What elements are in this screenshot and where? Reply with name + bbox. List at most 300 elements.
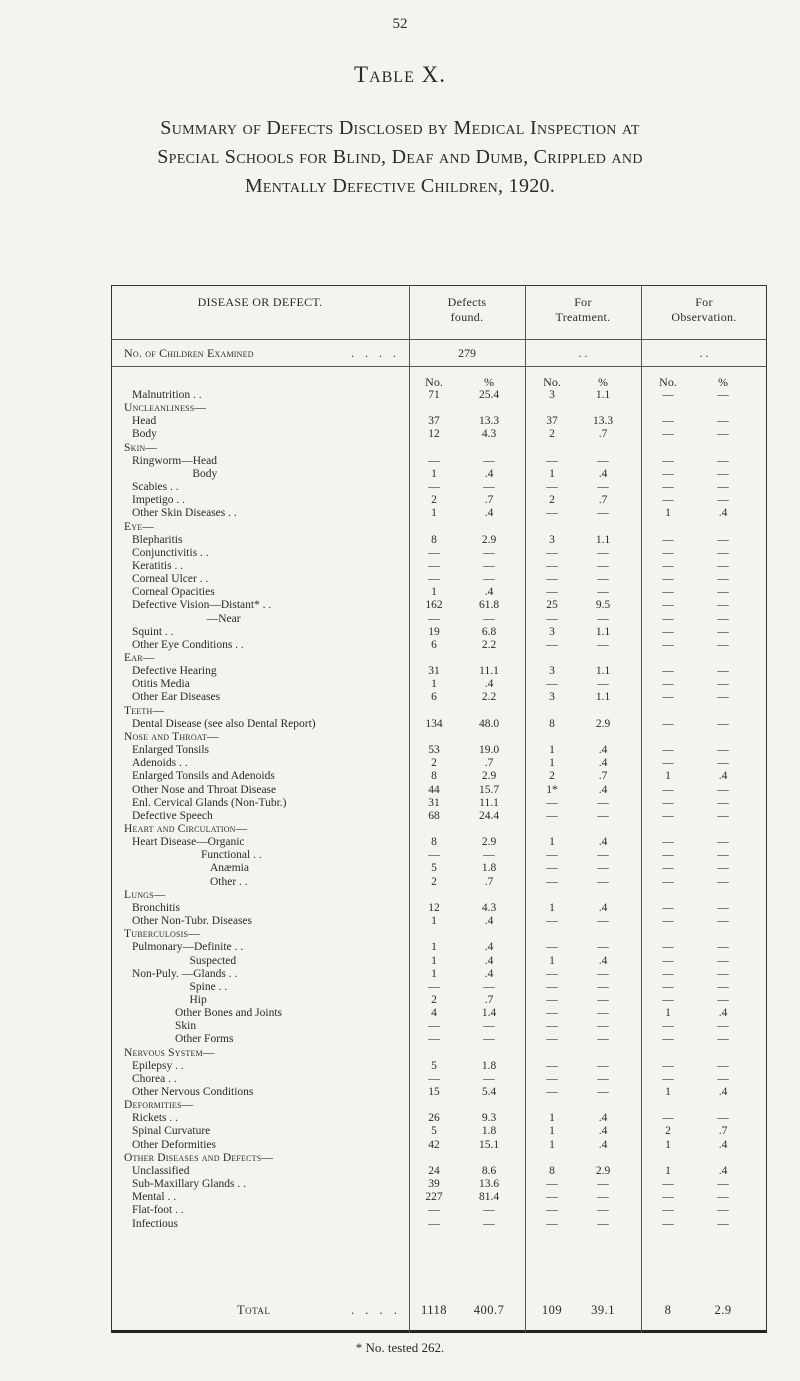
table-row: [111, 757, 767, 769]
row-label: Dental Disease (see also Dental Report): [132, 717, 316, 730]
cell-found-no: 162: [425, 599, 443, 612]
cell-observation-no: —: [662, 691, 674, 704]
cell-observation-no: —: [662, 389, 674, 401]
section-label: Skin—: [124, 441, 158, 454]
cell-observation-no: 1: [665, 770, 671, 783]
cell-observation-no: —: [662, 454, 674, 467]
examined-value: 279: [458, 346, 476, 360]
page-number: 52: [392, 16, 408, 32]
table-row: [111, 1191, 767, 1203]
cell-observation-pct: —: [717, 428, 729, 441]
cell-treatment-pct: —: [597, 612, 609, 625]
cell-observation-pct: —: [717, 836, 729, 849]
cell-observation-no: —: [662, 494, 674, 507]
table-row: [111, 415, 767, 427]
row-label: Functional . .: [132, 849, 262, 862]
column-subheaders: [111, 376, 767, 388]
table-row: [111, 455, 767, 467]
cell-treatment-pct: —: [597, 809, 609, 822]
table-row: [111, 665, 767, 677]
cell-found-no: —: [428, 546, 440, 559]
cell-observation-pct: —: [717, 389, 729, 401]
row-label: Adenoids . .: [132, 757, 188, 770]
table-row: [111, 389, 767, 401]
cell-treatment-no: —: [546, 1204, 558, 1217]
cell-treatment-no: 3: [549, 691, 555, 704]
cell-treatment-pct: .7: [598, 494, 608, 507]
row-label: Blepharitis: [132, 533, 183, 546]
table-row: [111, 981, 767, 993]
cell-treatment-pct: —: [597, 454, 609, 467]
row-label: Defective Vision—Distant* . .: [132, 599, 272, 612]
treatment-header: [525, 295, 641, 325]
cell-found-pct: 2.2: [481, 691, 497, 704]
cell-observation-pct: —: [717, 744, 729, 757]
cell-treatment-pct: —: [597, 481, 609, 494]
cell-observation-pct: —: [717, 915, 729, 927]
cell-observation-pct: —: [717, 901, 729, 914]
section-label: Deformities—: [124, 1099, 194, 1112]
cell-found-pct: 2.9: [481, 533, 497, 546]
total-treatment-pct: 39.1: [591, 1303, 615, 1317]
cell-observation-no: —: [662, 612, 674, 625]
cell-observation-pct: —: [717, 757, 729, 770]
examined-label: No. of Children Examined: [124, 346, 254, 360]
table-row: [111, 639, 767, 651]
cell-found-pct: 13.6: [478, 1178, 500, 1190]
cell-observation-no: —: [662, 1178, 674, 1190]
table-row: [111, 836, 767, 848]
cell-treatment-no: —: [546, 1072, 558, 1085]
row-label: —Near: [132, 612, 241, 625]
cell-found-pct: .4: [484, 507, 494, 520]
row-label: Enlarged Tonsils: [132, 744, 210, 757]
cell-observation-pct: .4: [718, 770, 728, 783]
row-label: Chorea . .: [132, 1072, 177, 1085]
cell-found-pct: 61.8: [478, 599, 500, 612]
section-heading-row: [111, 1047, 767, 1059]
found-header: [409, 295, 525, 325]
cell-observation-pct: —: [717, 717, 729, 730]
table-row: [111, 1112, 767, 1124]
cell-treatment-pct: —: [597, 1007, 609, 1020]
cell-treatment-pct: 1.1: [595, 665, 611, 678]
cell-observation-pct: —: [717, 1020, 729, 1033]
cell-observation-no: —: [662, 625, 674, 638]
cell-found-no: 39: [428, 1178, 440, 1190]
row-label: Spine . .: [132, 980, 228, 993]
cell-found-pct: —: [483, 454, 495, 467]
observation-header: [641, 295, 767, 325]
cell-observation-no: —: [662, 757, 674, 770]
cell-found-no: 12: [428, 428, 440, 441]
cell-observation-pct: —: [717, 1178, 729, 1190]
cell-found-pct: —: [483, 980, 495, 993]
cell-treatment-no: —: [546, 1033, 558, 1046]
cell-treatment-pct: —: [597, 980, 609, 993]
cell-found-no: 1: [431, 915, 437, 927]
cell-found-pct: 13.3: [478, 415, 500, 428]
cell-treatment-pct: —: [597, 1033, 609, 1046]
row-label: Defective Hearing: [132, 665, 217, 678]
table-row: [111, 1060, 767, 1072]
cell-treatment-no: —: [546, 1007, 558, 1020]
cell-treatment-no: 8: [549, 717, 555, 730]
table-row: [111, 784, 767, 796]
cell-observation-no: 1: [665, 1164, 671, 1177]
section-label: Teeth—: [124, 704, 165, 717]
found-header-line-1: Defects: [447, 295, 487, 309]
cell-observation-no: —: [662, 783, 674, 796]
cell-found-pct: —: [483, 1072, 495, 1085]
cell-treatment-no: —: [546, 507, 558, 520]
row-label: Anæmia: [210, 862, 249, 875]
section-heading-row: [111, 889, 767, 901]
cell-treatment-pct: —: [597, 1204, 609, 1217]
cell-observation-no: —: [662, 1217, 674, 1230]
section-heading-row: [111, 652, 767, 664]
table-row: [111, 1073, 767, 1085]
cell-observation-no: —: [662, 665, 674, 678]
treatment-header-line-1: For: [574, 295, 592, 309]
cell-observation-no: —: [662, 1112, 674, 1125]
cell-observation-pct: —: [717, 796, 729, 809]
cell-treatment-pct: —: [597, 1059, 609, 1072]
cell-found-pct: —: [483, 1217, 495, 1230]
cell-observation-pct: —: [717, 573, 729, 586]
cell-found-no: —: [428, 1020, 440, 1033]
cell-observation-pct: .7: [718, 1125, 728, 1138]
cell-treatment-pct: .4: [598, 901, 608, 914]
cell-found-pct: 9.3: [481, 1112, 497, 1125]
cell-observation-pct: —: [717, 1033, 729, 1046]
table-row: [111, 862, 767, 874]
cell-observation-pct: —: [717, 546, 729, 559]
row-label: Flat-foot . .: [132, 1204, 184, 1217]
examined-treatment: . .: [578, 346, 588, 360]
cell-found-no: 6: [431, 691, 437, 704]
cell-treatment-pct: —: [597, 941, 609, 954]
cell-found-no: 5: [431, 862, 437, 875]
section-label: Heart and Circulation—: [124, 823, 248, 835]
cell-observation-no: —: [662, 1204, 674, 1217]
cell-treatment-pct: .7: [598, 428, 608, 441]
cell-treatment-pct: .4: [598, 836, 608, 849]
cell-treatment-no: 2: [549, 428, 555, 441]
table-row: [111, 902, 767, 914]
cell-treatment-pct: —: [597, 1217, 609, 1230]
cell-found-no: 8: [431, 533, 437, 546]
cell-observation-pct: —: [717, 467, 729, 480]
cell-treatment-no: —: [546, 638, 558, 651]
row-label: Scabies . .: [132, 481, 179, 494]
cell-observation-no: —: [662, 1191, 674, 1204]
cell-treatment-pct: —: [597, 993, 609, 1006]
table-row: [111, 468, 767, 480]
cell-observation-no: —: [662, 638, 674, 651]
cell-treatment-no: 1: [549, 757, 555, 770]
cell-treatment-pct: —: [597, 862, 609, 875]
cell-found-no: 71: [428, 389, 440, 401]
cell-observation-pct: —: [717, 665, 729, 678]
total-row: [111, 1304, 767, 1316]
cell-observation-no: 1: [665, 1086, 671, 1098]
section-heading-row: [111, 402, 767, 414]
cell-treatment-no: 1: [549, 1125, 555, 1138]
cell-observation-pct: —: [717, 993, 729, 1006]
cell-found-pct: .7: [484, 494, 494, 507]
section-heading-row: [111, 521, 767, 533]
cell-found-no: 1: [431, 507, 437, 520]
row-label: Epilepsy . .: [132, 1059, 184, 1072]
cell-treatment-pct: —: [597, 1086, 609, 1098]
examined-observation: . .: [699, 346, 709, 360]
table-subtitle: [0, 114, 800, 201]
cell-observation-no: 2: [665, 1125, 671, 1138]
cell-observation-no: —: [662, 717, 674, 730]
cell-treatment-pct: —: [597, 507, 609, 520]
cell-treatment-no: 1: [549, 467, 555, 480]
cell-treatment-pct: —: [597, 915, 609, 927]
cell-found-pct: .7: [484, 757, 494, 770]
cell-found-pct: —: [483, 573, 495, 586]
cell-treatment-pct: —: [597, 560, 609, 572]
cell-observation-pct: —: [717, 1059, 729, 1072]
cell-treatment-pct: .4: [598, 954, 608, 967]
section-heading-row: [111, 1152, 767, 1164]
cell-treatment-pct: .4: [598, 1125, 608, 1138]
cell-treatment-no: —: [546, 1020, 558, 1033]
row-label: Sub-Maxillary Glands . .: [132, 1178, 247, 1190]
row-label: Spinal Curvature: [132, 1125, 211, 1138]
cell-observation-pct: —: [717, 599, 729, 612]
cell-found-no: 42: [428, 1138, 440, 1151]
cell-found-pct: 8.6: [481, 1164, 497, 1177]
row-label: Rickets . .: [132, 1112, 178, 1125]
cell-observation-pct: —: [717, 481, 729, 494]
cell-observation-no: —: [662, 560, 674, 572]
cell-observation-no: —: [662, 1020, 674, 1033]
table-row: [111, 1139, 767, 1151]
cell-treatment-no: —: [546, 941, 558, 954]
section-heading-row: [111, 928, 767, 940]
cell-found-no: —: [428, 573, 440, 586]
cell-found-pct: 1.8: [481, 862, 497, 875]
row-label: Other Non-Tubr. Diseases: [132, 915, 252, 927]
cell-treatment-pct: .4: [598, 1112, 608, 1125]
cell-observation-no: —: [662, 1072, 674, 1085]
cell-treatment-pct: —: [597, 875, 609, 888]
cell-found-pct: .7: [484, 993, 494, 1006]
cell-treatment-no: 1: [549, 744, 555, 757]
cell-observation-pct: —: [717, 954, 729, 967]
cell-treatment-no: 8: [549, 1164, 555, 1177]
cell-found-no: 2: [431, 757, 437, 770]
cell-observation-pct: —: [717, 1072, 729, 1085]
table-row: [111, 1007, 767, 1019]
cell-found-no: 1: [431, 967, 437, 980]
cell-treatment-no: —: [546, 849, 558, 862]
cell-found-pct: 1.8: [481, 1125, 497, 1138]
cell-treatment-no: —: [546, 454, 558, 467]
table-row: [111, 586, 767, 598]
cell-observation-no: —: [662, 836, 674, 849]
cell-treatment-pct: —: [597, 573, 609, 586]
cell-found-pct: —: [483, 1204, 495, 1217]
section-heading-row: [111, 705, 767, 717]
cell-treatment-pct: 9.5: [595, 599, 611, 612]
row-label: Body: [132, 467, 218, 480]
table-row: [111, 678, 767, 690]
col-head-observation-no: No.: [659, 375, 677, 389]
cell-treatment-pct: .4: [598, 1138, 608, 1151]
cell-observation-no: 1: [665, 1007, 671, 1020]
cell-treatment-no: —: [546, 809, 558, 822]
table-row: [111, 810, 767, 822]
cell-observation-pct: —: [717, 809, 729, 822]
cell-found-no: 1: [431, 467, 437, 480]
cell-found-pct: —: [483, 560, 495, 572]
defects-table: [111, 285, 767, 1333]
table-title: Table X.: [354, 62, 446, 87]
cell-observation-no: —: [662, 599, 674, 612]
cell-found-no: —: [428, 1204, 440, 1217]
cell-treatment-pct: —: [597, 967, 609, 980]
cell-treatment-pct: 1.1: [595, 625, 611, 638]
cell-found-pct: —: [483, 546, 495, 559]
cell-treatment-pct: 2.9: [595, 1164, 611, 1177]
cell-observation-no: —: [662, 967, 674, 980]
table-row: [111, 1165, 767, 1177]
cell-observation-no: —: [662, 1059, 674, 1072]
table-row: [111, 876, 767, 888]
row-label: Corneal Opacities: [132, 586, 215, 599]
table-row: [111, 915, 767, 927]
cell-found-no: 1: [431, 586, 437, 599]
section-label: Other Diseases and Defects—: [124, 1151, 274, 1164]
table-row: [111, 849, 767, 861]
cell-found-no: —: [428, 980, 440, 993]
cell-found-no: 31: [428, 665, 440, 678]
cell-treatment-pct: .4: [598, 757, 608, 770]
cell-observation-no: —: [662, 415, 674, 428]
cell-found-pct: 19.0: [478, 744, 500, 757]
cell-treatment-no: 3: [549, 389, 555, 401]
cell-found-no: 6: [431, 638, 437, 651]
table-row: [111, 494, 767, 506]
cell-treatment-no: 1: [549, 1112, 555, 1125]
cell-treatment-no: —: [546, 862, 558, 875]
row-label: Squint . .: [132, 625, 174, 638]
cell-observation-pct: —: [717, 494, 729, 507]
row-label: Other Nervous Conditions: [132, 1086, 254, 1098]
cell-observation-no: —: [662, 467, 674, 480]
subtitle-line-1: Summary of Defects Disclosed by Medical Inspection at: [160, 117, 640, 139]
subtitle-line-3: Mentally Defective Children, 1920.: [244, 175, 556, 197]
cell-found-pct: 2.2: [481, 638, 497, 651]
table-row: [111, 507, 767, 519]
cell-treatment-pct: —: [597, 796, 609, 809]
row-label: Head: [132, 415, 157, 428]
cell-observation-pct: —: [717, 691, 729, 704]
row-label: Malnutrition . .: [132, 389, 202, 401]
cell-found-no: 2: [431, 494, 437, 507]
total-observation-no: 8: [664, 1303, 672, 1317]
cell-treatment-pct: —: [597, 1191, 609, 1204]
row-label: Impetigo . .: [132, 494, 186, 507]
cell-observation-no: —: [662, 586, 674, 599]
cell-observation-pct: —: [717, 1112, 729, 1125]
table-row: [111, 994, 767, 1006]
cell-observation-pct: —: [717, 1204, 729, 1217]
cell-found-no: —: [428, 612, 440, 625]
table-row: [111, 744, 767, 756]
cell-found-pct: 11.1: [479, 665, 499, 678]
cell-observation-pct: .4: [718, 1086, 728, 1098]
cell-treatment-no: —: [546, 1217, 558, 1230]
cell-observation-no: —: [662, 875, 674, 888]
cell-observation-no: —: [662, 862, 674, 875]
cell-found-pct: —: [483, 612, 495, 625]
cell-found-pct: 11.1: [479, 796, 499, 809]
cell-treatment-no: —: [546, 481, 558, 494]
cell-observation-no: —: [662, 993, 674, 1006]
cell-observation-no: —: [662, 744, 674, 757]
cell-observation-no: —: [662, 573, 674, 586]
section-label: Uncleanliness—: [124, 402, 207, 415]
cell-found-no: —: [428, 1033, 440, 1046]
cell-found-pct: .4: [484, 954, 494, 967]
cell-found-pct: 6.8: [481, 625, 497, 638]
table-row: [111, 428, 767, 440]
cell-found-pct: 4.3: [481, 901, 497, 914]
row-label: Mental . .: [132, 1191, 177, 1204]
cell-treatment-no: —: [546, 1178, 558, 1190]
cell-observation-pct: —: [717, 612, 729, 625]
cell-found-pct: —: [483, 1033, 495, 1046]
cell-observation-no: —: [662, 533, 674, 546]
cell-treatment-no: 2: [549, 494, 555, 507]
cell-observation-pct: —: [717, 560, 729, 572]
cell-treatment-no: 2: [549, 770, 555, 783]
cell-observation-no: —: [662, 678, 674, 691]
total-dots: . . . .: [351, 1303, 401, 1317]
cell-observation-pct: .4: [718, 507, 728, 520]
cell-found-pct: 48.0: [478, 717, 500, 730]
cell-found-no: —: [428, 1072, 440, 1085]
row-label: Suspected: [132, 954, 237, 967]
row-label: Other . .: [210, 875, 248, 888]
cell-treatment-no: 3: [549, 533, 555, 546]
examined-dots: . . . .: [351, 346, 400, 360]
row-label: Other Deformities: [132, 1138, 216, 1151]
total-observation-pct: 2.9: [714, 1303, 732, 1317]
cell-treatment-pct: .4: [598, 783, 608, 796]
cell-observation-pct: —: [717, 967, 729, 980]
cell-observation-pct: —: [717, 625, 729, 638]
cell-found-pct: 24.4: [478, 809, 500, 822]
table-row: [111, 1125, 767, 1137]
cell-observation-pct: —: [717, 1191, 729, 1204]
found-header-line-2: found.: [450, 310, 484, 324]
row-label: Other Eye Conditions . .: [132, 638, 244, 651]
cell-treatment-no: 1: [549, 1138, 555, 1151]
cell-observation-no: —: [662, 915, 674, 927]
cell-found-pct: .4: [484, 678, 494, 691]
cell-found-pct: .4: [484, 467, 494, 480]
cell-found-pct: .4: [484, 915, 494, 927]
row-label: Keratitis . .: [132, 560, 184, 572]
